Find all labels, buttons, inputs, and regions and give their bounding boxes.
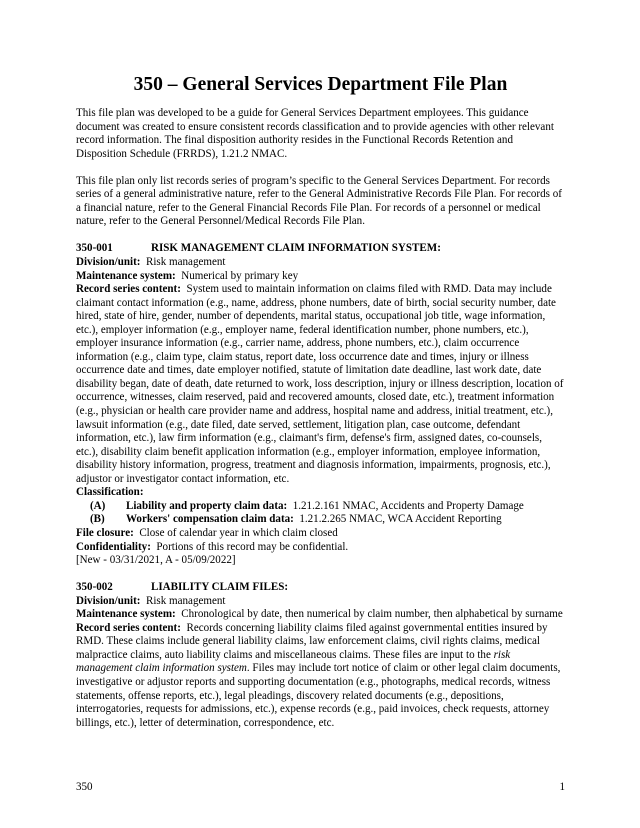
classification-letter: (B) <box>90 513 105 526</box>
maintenance-system <box>76 270 565 284</box>
page-number: 1 <box>559 781 565 793</box>
division-label: Division/unit: <box>76 594 141 607</box>
classification-item-label: Liability and property claim data: <box>126 499 288 512</box>
file-closure <box>76 527 565 541</box>
classification-item-text: 1.21.2.161 NMAC, Accidents and Property Damage <box>292 499 524 512</box>
confidentiality <box>76 541 565 555</box>
page-title: 350 – General Services Department File Plan <box>133 74 508 95</box>
division-unit <box>76 595 565 609</box>
document-body <box>76 107 565 730</box>
intro-paragraph-2: This file plan only list records series of program’s specific to the General Services Department. For records series of a general administrative nature, refer to the General Administrative Records File Plan. For records of a financial nature, refer to the General Financial Records File Plan. For records of a personnel or medical nature, refer to the General Personnel/Medical Records File Plan. <box>76 174 562 228</box>
footer-section-number: 350 <box>76 781 93 793</box>
record-series-content <box>76 283 565 486</box>
record-series-content <box>76 622 565 730</box>
classification-letter: (A) <box>90 499 106 512</box>
confidentiality-label: Confidentiality: <box>76 540 151 553</box>
section-heading-350-001 <box>76 242 565 256</box>
section-title: LIABILITY CLAIM FILES: <box>151 581 289 594</box>
classification-item-text: 1.21.2.265 NMAC, WCA Accident Reporting <box>299 513 502 526</box>
history-note: [New - 03/31/2021, A - 05/09/2022] <box>76 554 236 567</box>
content-value-end: . Files may include tort notice of claim or other legal claim documents, investigative or adjustor reports and supporting documentation (e.g., photographs, medical records, witness statements, offense reports, etc.), legal pleadings, discovery related documents (e.g., depositions, interrogatories, requests for admissions, etc.), expense records (e.g., paid invoices, check requests, attorney billings, etc.), letter of determination, correspondence, etc. <box>76 662 561 729</box>
content-label: Record series content: <box>76 621 181 634</box>
content-label: Record series content: <box>76 283 181 296</box>
classification-item-a <box>76 500 565 514</box>
section-number: 350-001 <box>76 242 113 255</box>
division-label: Division/unit: <box>76 256 141 269</box>
classification-item-label: Workers' compensation claim data: <box>126 513 294 526</box>
division-value: Risk management <box>146 594 226 607</box>
maintenance-system <box>76 608 565 622</box>
maintenance-value: Chronological by date, then numerical by claim number, then alphabetical by surname <box>181 608 563 621</box>
division-value: Risk management <box>146 256 226 269</box>
confidentiality-value: Portions of this record may be confidential. <box>156 540 349 553</box>
section-heading-350-002 <box>76 581 565 595</box>
intro-paragraph-1: This file plan was developed to be a guide for General Services Department employees. This guidance document was created to ensure consistent records classification and to provide agencies with other relevant record information. The final disposition authority resides in the Functional Records Retention and Disposition Schedule (FRRDS), 1.21.2 NMAC. <box>76 107 554 160</box>
section-number: 350-002 <box>76 581 113 594</box>
maintenance-label: Maintenance system: <box>76 269 176 282</box>
content-value-italic: risk management claim information system <box>76 648 511 675</box>
maintenance-value: Numerical by primary key <box>181 269 299 282</box>
maintenance-label: Maintenance system: <box>76 608 176 621</box>
classification-label: Classification: <box>76 486 144 499</box>
closure-label: File closure: <box>76 526 134 539</box>
content-value: System used to maintain information on claims filed with RMD. Data may include claimant contact information (e.g., name, address, phone numbers, date of birth, social security number, date hired, state of hire, gender, number of dependents, marital status, occupational job title, wage information, etc.), employer information (e.g., employer name, federal identification number, phone numbers, etc.), employer insurance information (e.g., carrier name, address, phone numbers, etc.), claim occurrence information (e.g., claim type, claim status, report date, loss occurrence date and times, injury or illness occurrence date and times, date employer notified, statute of limitation date deadline, last work date, date disability began, date of death, date returned to work, loss description, injury or illness description, location of occurrence, witnesses, claim reserved, paid and recovered amounts, closed date, etc.), treatment information (e.g., physician or health care provider name and address, hospital name and address, initial treatment, etc.), lawsuit information (e.g., date filed, date served, settlement, litigation plan, case outcome, defendant information, etc.), law firm information (e.g., claimant's firm, defense's firm, assigned dates, co-counsels, etc.), disability claim benefit application information (e.g., employer information, employee information, disability history information, progress, treatment and diagnosis information, impairments, prognosis, etc.), adjustor or investigator contact information, etc. <box>76 283 564 485</box>
section-title: RISK MANAGEMENT CLAIM INFORMATION SYSTEM: <box>151 242 441 255</box>
division-unit <box>76 256 565 270</box>
classification-item-b <box>76 513 565 527</box>
closure-value: Close of calendar year in which claim closed <box>139 526 338 539</box>
content-value-start: Records concerning liability claims filed against governmental entities insured by RMD. These claims include general liability claims, law enforcement claims, civil rights claims, medical malpractice claims, auto liability claims and miscellaneous claims. These files are input to the <box>76 621 548 661</box>
